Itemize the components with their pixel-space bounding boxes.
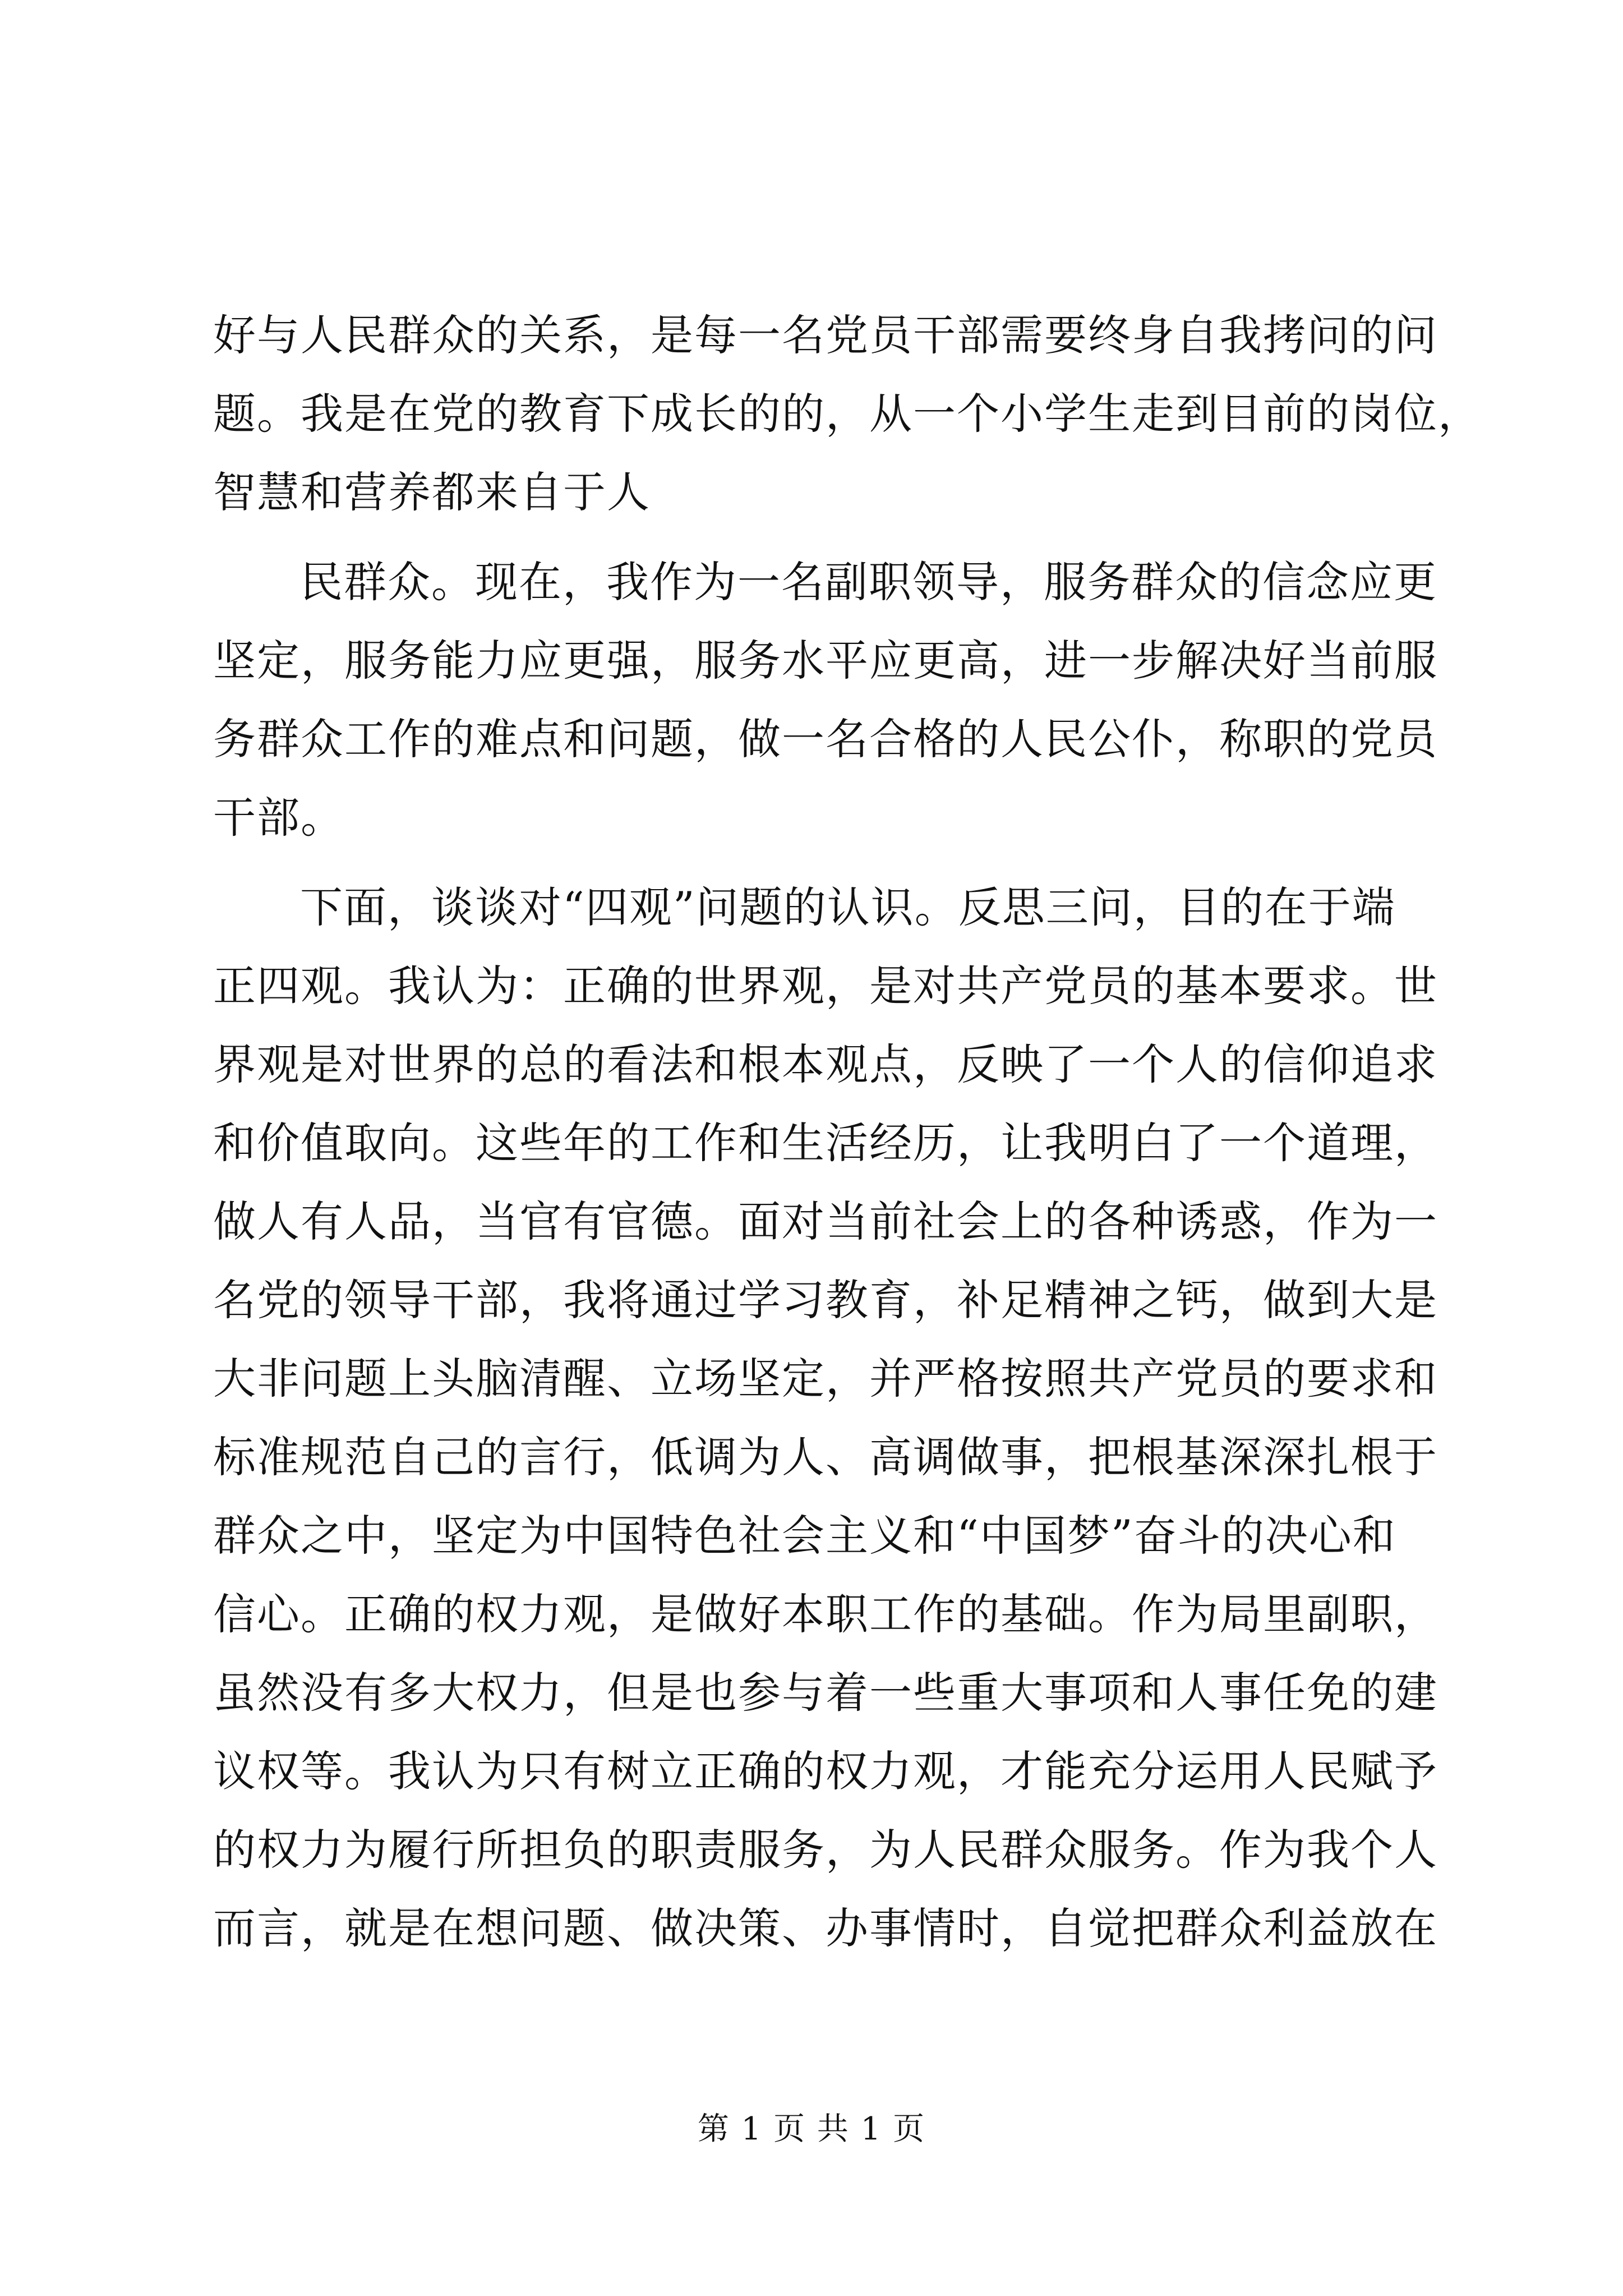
body-text-line: 大非问题上头脑清醒、立场坚定，并严格按照共产党员的要求和 [213, 1354, 1438, 1404]
body-text-line: 坚定，服务能力应更强，服务水平应更高，进一步解决好当前服 [213, 636, 1438, 685]
body-text-line: 而言，就是在想问题、做决策、办事情时，自觉把群众利益放在 [213, 1903, 1438, 1953]
body-text-line: 智慧和营养都来自于人 [213, 467, 651, 517]
body-text-line: 做人有人品，当官有官德。面对当前社会上的各种诱惑，作为一 [213, 1197, 1438, 1246]
body-text-line: 名党的领导干部，我将通过学习教育，补足精神之钙，做到大是 [213, 1275, 1438, 1325]
body-text-line: 议权等。我认为只有树立正确的权力观，才能充分运用人民赋予 [213, 1746, 1438, 1796]
body-text-line: 民群众。现在，我作为一名副职领导，服务群众的信念应更 [300, 557, 1437, 607]
body-text-line: 和价值取向。这些年的工作和生活经历，让我明白了一个道理， [213, 1118, 1438, 1168]
body-text-line: 下面，谈谈对“四观”问题的认识。反思三问，目的在于端 [300, 882, 1396, 932]
body-text-line: 界观是对世界的总的看法和根本观点，反映了一个人的信仰追求 [213, 1039, 1438, 1089]
body-text-line: 虽然没有多大权力，但是也参与着一些重大事项和人事任免的建 [213, 1668, 1438, 1718]
page-footer: 第 1 页 共 1 页 [697, 2111, 926, 2147]
body-text-line: 信心。正确的权力观，是做好本职工作的基础。作为局里副职， [213, 1589, 1438, 1639]
body-text-line: 题。我是在党的教育下成长的的，从一个小学生走到目前的岗位， [213, 389, 1482, 439]
body-text-line: 干部。 [213, 793, 344, 843]
body-text-line: 标准规范自己的言行，低调为人、高调做事，把根基深深扎根于 [213, 1432, 1438, 1482]
body-text-line: 务群众工作的难点和问题，做一名合格的人民公仆，称职的党员 [213, 714, 1438, 764]
body-text-line: 群众之中，坚定为中国特色社会主义和“中国梦”奋斗的决心和 [213, 1511, 1396, 1561]
body-text-line: 正四观。我认为：正确的世界观，是对共产党员的基本要求。世 [213, 961, 1438, 1011]
body-text-line: 好与人民群众的关系，是每一名党员干部需要终身自我拷问的问 [213, 310, 1438, 360]
body-text-line: 的权力为履行所担负的职责服务，为人民群众服务。作为我个人 [213, 1825, 1438, 1875]
